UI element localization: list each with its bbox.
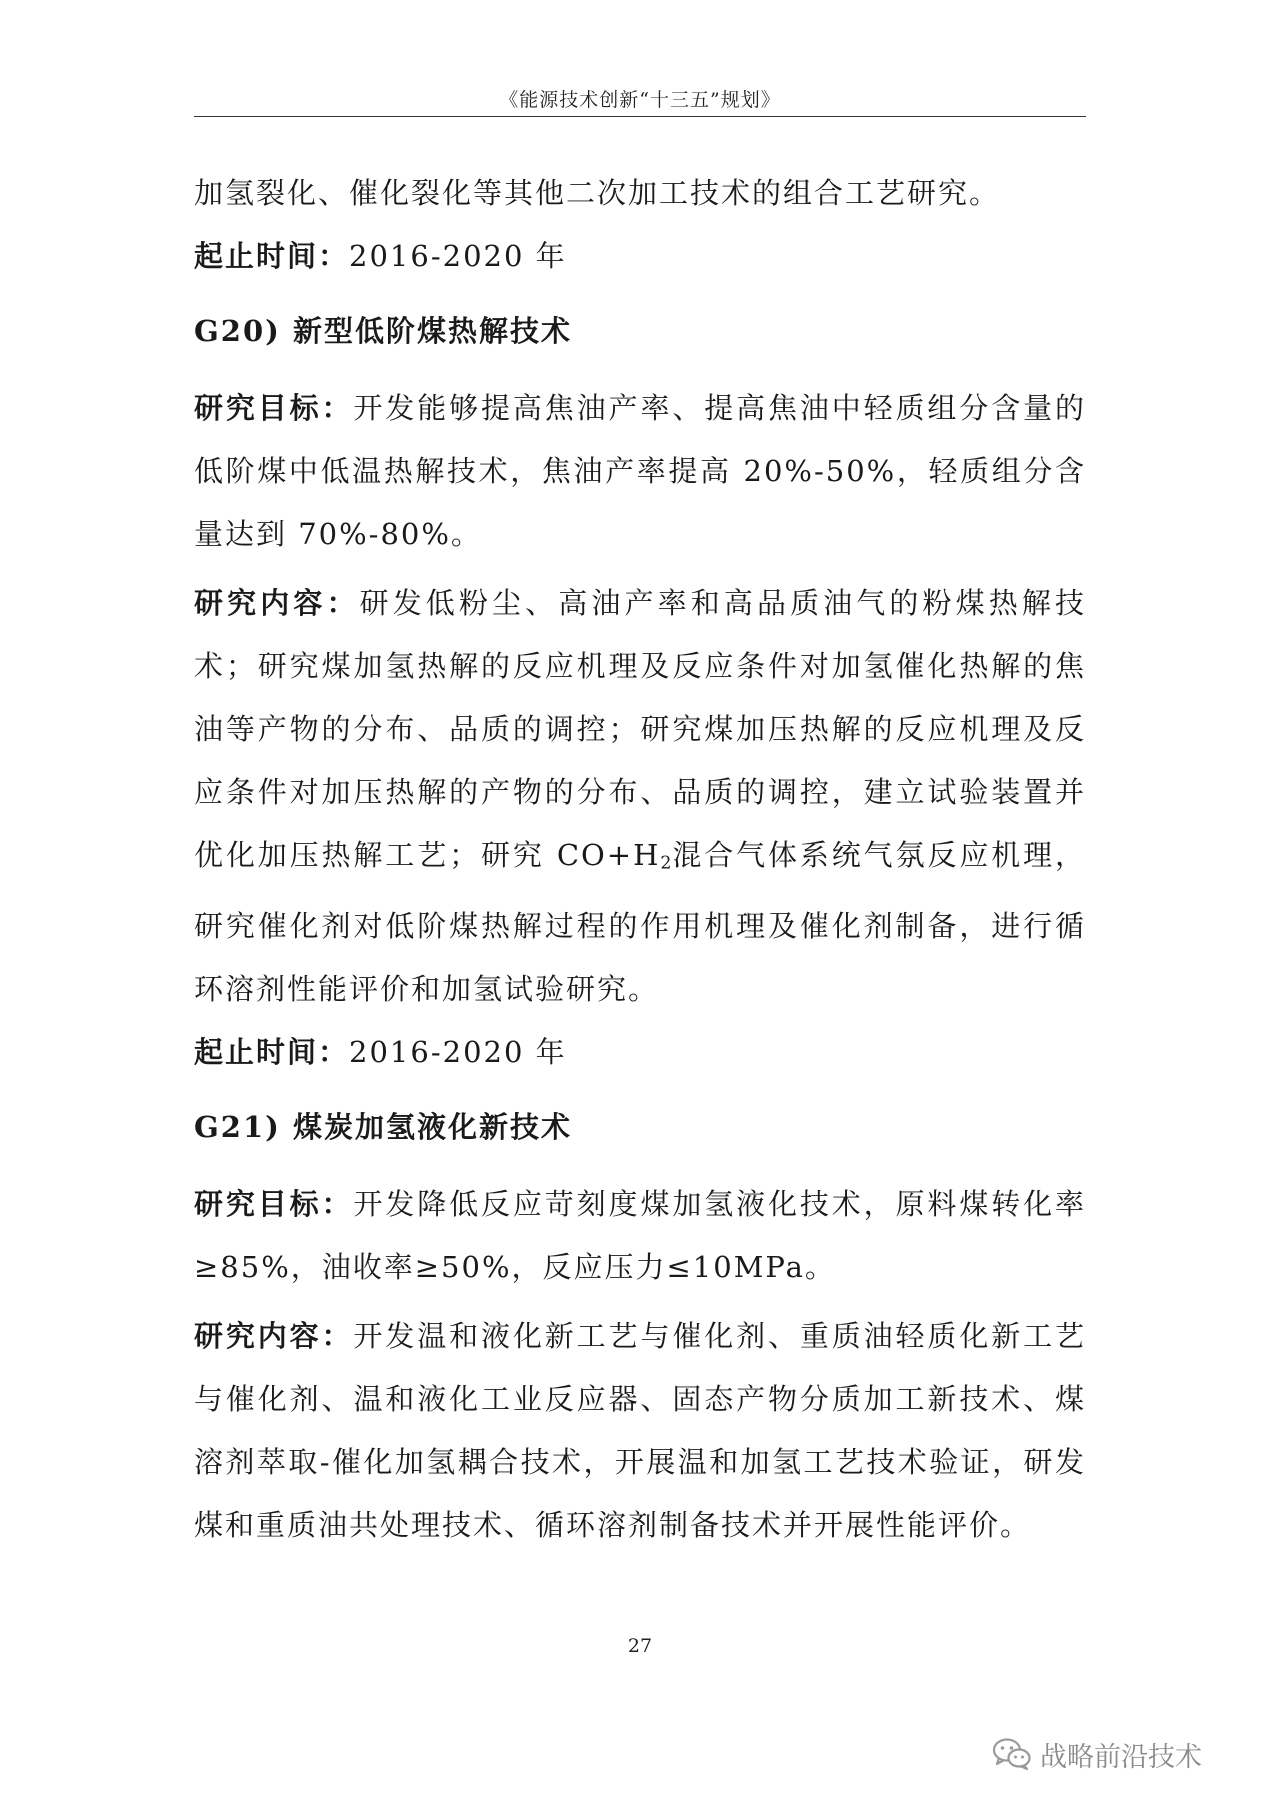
running-header: 《能源技术创新“十三五”规划》 <box>499 89 781 111</box>
intro-continuation: 加氢裂化、催化裂化等其他二次加工技术的组合工艺研究。 <box>194 176 1001 210</box>
goal-label: 研究目标： <box>194 391 354 425</box>
section-title-g20: G20) 新型低阶煤热解技术 <box>194 314 572 348</box>
intro-period <box>194 225 1086 288</box>
content-label: 研究内容： <box>194 586 360 620</box>
period-value: 2016-2020 年 <box>349 1035 567 1070</box>
goal-label: 研究目标： <box>194 1187 354 1222</box>
g20-period <box>194 1021 1086 1084</box>
period-label: 起止时间： <box>194 239 350 273</box>
content-label: 研究内容： <box>194 1319 354 1354</box>
page-number: 27 <box>627 1635 653 1657</box>
content-text: 开发温和液化新工艺与催化剂、重质油轻质化新工艺与催化剂、温和液化工业反应器、固态产物分质加工新技术、煤溶剂萃取-催化加氢耦合技术，开展温和加氢工艺技术验证，研发煤和重质油共处理技术、循环溶剂制备技术并开展性能评价。 <box>194 1319 1086 1543</box>
page-content <box>194 162 1086 1557</box>
section-title-g21: G21) 煤炭加氢液化新技术 <box>194 1110 572 1145</box>
goal-text: 开发降低反应苛刻度煤加氢液化技术，原料煤转化率≥85%，油收率≥50%，反应压力≤10MPa。 <box>194 1187 1086 1285</box>
g21-content <box>194 1305 1086 1557</box>
period-label: 起止时间： <box>194 1035 350 1070</box>
content-text-1: 研发低粉尘、高油产率和高品质油气的粉煤热解技术；研究煤加氢热解的反应机理及反应条件对加氢催化热解的焦油等产物的分布、品质的调控；研究煤加压热解的反应机理及反应条件对加压热解的产物的分布、品质的调控，建立试验装置并优化加压热解工艺；研究 CO+H <box>194 586 1086 872</box>
period-value: 2016-2020 年 <box>349 239 567 273</box>
content-text-2: 混合气体系统气氛反应机理，研究催化剂对低阶煤热解过程的作用机理及催化剂制备，进行循环溶剂性能评价和加氢试验研究。 <box>194 838 1086 1007</box>
g20-content <box>194 572 1086 1021</box>
wechat-icon <box>992 1737 1032 1771</box>
g21-goal <box>194 1173 1086 1299</box>
goal-text: 开发能够提高焦油产率、提高焦油中轻质组分含量的低阶煤中低温热解技术，焦油产率提高 20%-50%，轻质组分含量达到 70%-80%。 <box>194 391 1086 551</box>
g20-goal <box>194 377 1086 566</box>
subscript-2: 2 <box>660 853 672 874</box>
watermark-text: 战略前沿技术 <box>1040 1741 1202 1773</box>
watermark <box>992 1734 1202 1774</box>
header-rule <box>194 116 1086 117</box>
